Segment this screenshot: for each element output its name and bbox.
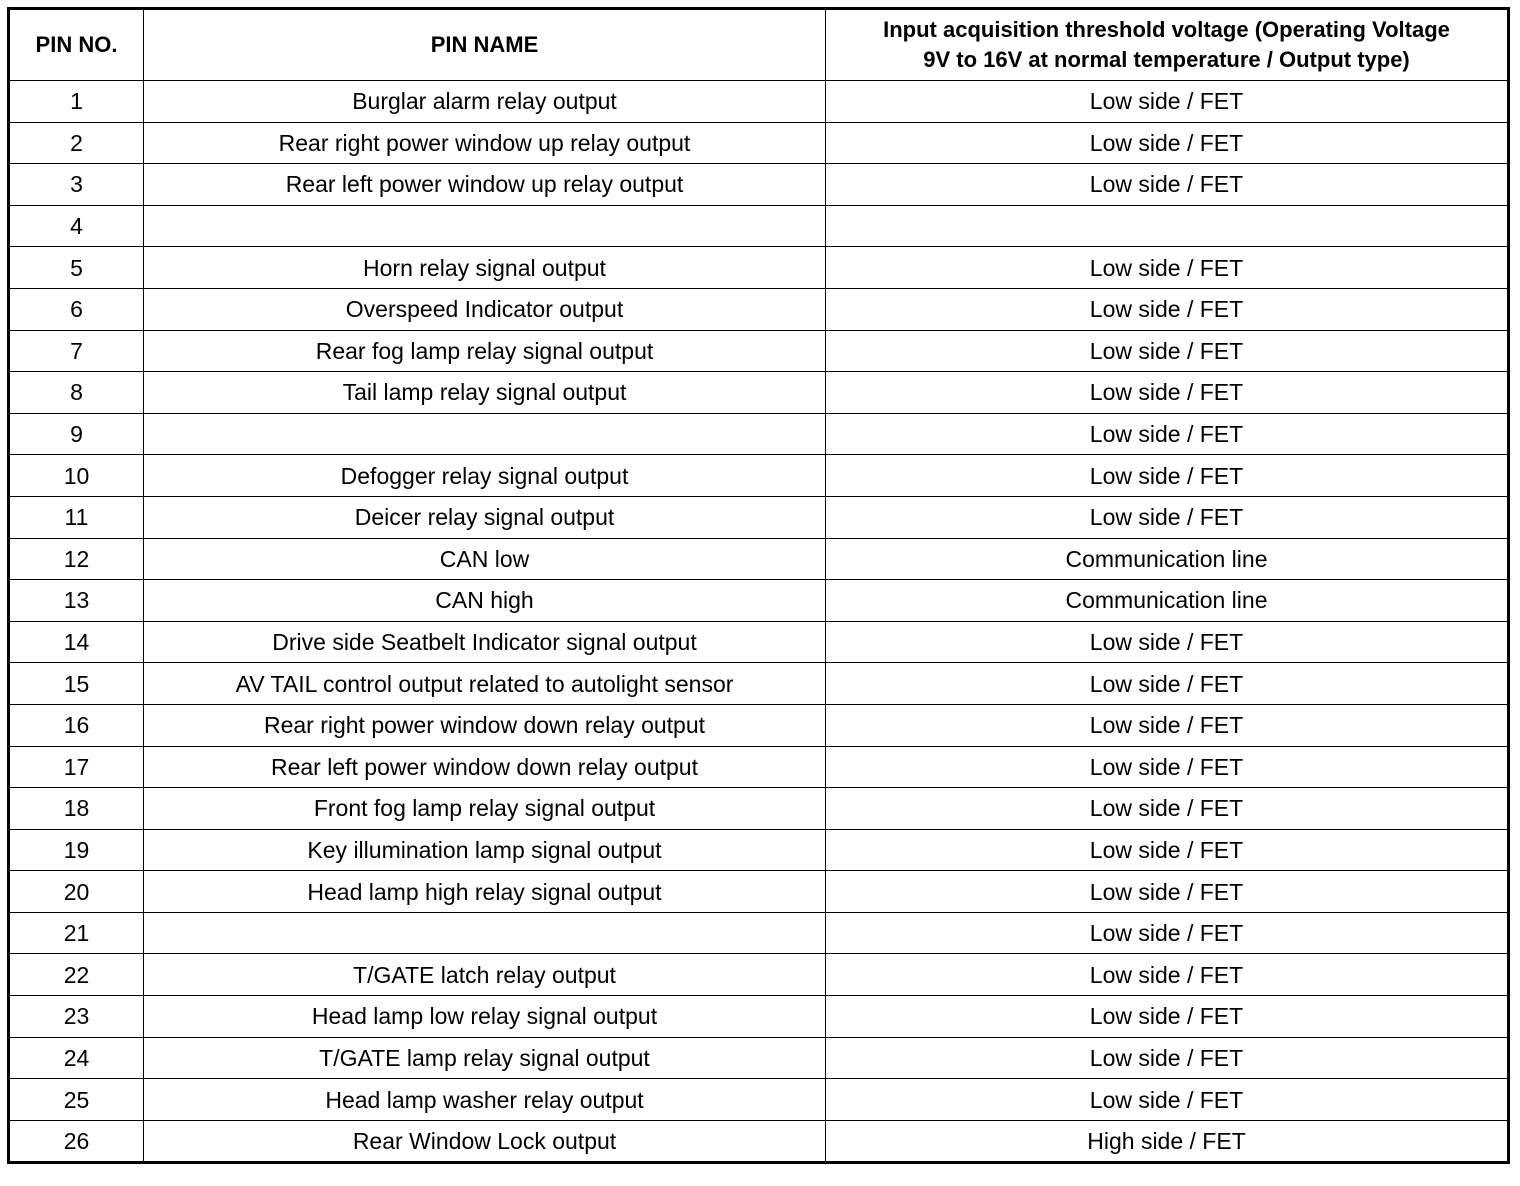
output-type-cell: Low side / FET — [826, 496, 1509, 538]
pin-name-cell: CAN high — [144, 580, 826, 622]
output-type-cell: Low side / FET — [826, 288, 1509, 330]
pin-number-cell: 12 — [9, 538, 144, 580]
pin-name-cell: Rear left power window up relay output — [144, 164, 826, 206]
pin-number-cell: 5 — [9, 247, 144, 289]
pin-name-cell: Head lamp low relay signal output — [144, 996, 826, 1038]
table-row — [9, 954, 1509, 996]
pin-name-cell: Overspeed Indicator output — [144, 288, 826, 330]
pin-number-cell: 4 — [9, 205, 144, 247]
pin-number-cell: 19 — [9, 829, 144, 871]
pin-number-cell: 10 — [9, 455, 144, 497]
pin-name-cell: Rear right power window up relay output — [144, 122, 826, 164]
table-row — [9, 704, 1509, 746]
pin-number-cell: 18 — [9, 788, 144, 830]
output-type-cell: Communication line — [826, 580, 1509, 622]
pin-number-cell: 11 — [9, 496, 144, 538]
pin-number-cell: 2 — [9, 122, 144, 164]
pin-number-cell: 21 — [9, 912, 144, 954]
table-row — [9, 496, 1509, 538]
pin-number-cell: 1 — [9, 81, 144, 123]
pin-number-cell: 15 — [9, 663, 144, 705]
output-type-cell: Low side / FET — [826, 954, 1509, 996]
table-row — [9, 1037, 1509, 1079]
table-row — [9, 746, 1509, 788]
output-type-cell: Low side / FET — [826, 330, 1509, 372]
pin-no-header: PIN NO. — [9, 9, 144, 81]
pin-name-cell: Key illumination lamp signal output — [144, 829, 826, 871]
threshold-header-line-1: Input acquisition threshold voltage (Operating Voltage — [883, 17, 1450, 42]
pin-name-cell: Rear right power window down relay output — [144, 704, 826, 746]
pin-name-cell: Defogger relay signal output — [144, 455, 826, 497]
table-row — [9, 663, 1509, 705]
pin-number-cell: 6 — [9, 288, 144, 330]
pin-name-cell — [144, 413, 826, 455]
output-type-cell: Low side / FET — [826, 1037, 1509, 1079]
table-row — [9, 205, 1509, 247]
pin-rows — [9, 81, 1509, 1163]
pin-table — [7, 7, 1510, 1164]
table-row — [9, 413, 1509, 455]
table-row — [9, 1120, 1509, 1163]
pin-name-cell: Horn relay signal output — [144, 247, 826, 289]
table-row — [9, 871, 1509, 913]
table-row — [9, 580, 1509, 622]
output-type-cell: Low side / FET — [826, 621, 1509, 663]
pin-number-cell: 17 — [9, 746, 144, 788]
table-row — [9, 621, 1509, 663]
pin-name-cell — [144, 912, 826, 954]
pin-number-cell: 14 — [9, 621, 144, 663]
table-row — [9, 288, 1509, 330]
pin-name-cell: Tail lamp relay signal output — [144, 372, 826, 414]
output-type-cell: Low side / FET — [826, 996, 1509, 1038]
pin-name-cell: Rear fog lamp relay signal output — [144, 330, 826, 372]
table-row — [9, 372, 1509, 414]
output-type-cell: Low side / FET — [826, 829, 1509, 871]
table-row — [9, 247, 1509, 289]
pin-number-cell: 3 — [9, 164, 144, 206]
pin-number-cell: 20 — [9, 871, 144, 913]
output-type-cell: Low side / FET — [826, 413, 1509, 455]
output-type-cell: Low side / FET — [826, 704, 1509, 746]
output-type-cell: Low side / FET — [826, 164, 1509, 206]
pin-name-cell: Front fog lamp relay signal output — [144, 788, 826, 830]
table-row — [9, 164, 1509, 206]
pin-number-cell: 8 — [9, 372, 144, 414]
output-type-cell: High side / FET — [826, 1120, 1509, 1163]
table-row — [9, 912, 1509, 954]
pin-name-cell: Burglar alarm relay output — [144, 81, 826, 123]
table-row — [9, 455, 1509, 497]
output-type-cell: Low side / FET — [826, 122, 1509, 164]
pin-name-cell: Head lamp washer relay output — [144, 1079, 826, 1121]
pin-name-cell: Rear left power window down relay output — [144, 746, 826, 788]
pin-name-cell: Head lamp high relay signal output — [144, 871, 826, 913]
pin-name-cell: Drive side Seatbelt Indicator signal output — [144, 621, 826, 663]
pin-number-cell: 13 — [9, 580, 144, 622]
pin-name-cell — [144, 205, 826, 247]
table-row — [9, 538, 1509, 580]
pin-name-cell: Deicer relay signal output — [144, 496, 826, 538]
table-row — [9, 122, 1509, 164]
table-row — [9, 829, 1509, 871]
pin-number-cell: 22 — [9, 954, 144, 996]
output-type-cell: Low side / FET — [826, 1079, 1509, 1121]
output-type-cell: Low side / FET — [826, 788, 1509, 830]
pin-number-cell: 7 — [9, 330, 144, 372]
table-row — [9, 1079, 1509, 1121]
pin-number-cell: 26 — [9, 1120, 144, 1163]
pin-name-header: PIN NAME — [144, 9, 826, 81]
output-type-cell: Communication line — [826, 538, 1509, 580]
pin-number-cell: 24 — [9, 1037, 144, 1079]
pin-name-cell: T/GATE lamp relay signal output — [144, 1037, 826, 1079]
table-row — [9, 330, 1509, 372]
output-type-cell: Low side / FET — [826, 372, 1509, 414]
output-type-cell: Low side / FET — [826, 912, 1509, 954]
threshold-voltage-header — [826, 9, 1509, 81]
header-row — [9, 9, 1509, 81]
pin-number-cell: 25 — [9, 1079, 144, 1121]
pin-number-cell: 16 — [9, 704, 144, 746]
pin-number-cell: 23 — [9, 996, 144, 1038]
output-type-cell: Low side / FET — [826, 663, 1509, 705]
table-row — [9, 996, 1509, 1038]
output-type-cell: Low side / FET — [826, 247, 1509, 289]
output-type-cell: Low side / FET — [826, 746, 1509, 788]
output-type-cell: Low side / FET — [826, 871, 1509, 913]
output-type-cell — [826, 205, 1509, 247]
pin-name-cell: AV TAIL control output related to autolight sensor — [144, 663, 826, 705]
table-row — [9, 788, 1509, 830]
output-type-cell: Low side / FET — [826, 455, 1509, 497]
threshold-header-line-2: 9V to 16V at normal temperature / Output type) — [923, 47, 1410, 72]
pin-name-cell: Rear Window Lock output — [144, 1120, 826, 1163]
pin-name-cell: CAN low — [144, 538, 826, 580]
pin-name-cell: T/GATE latch relay output — [144, 954, 826, 996]
output-type-cell: Low side / FET — [826, 81, 1509, 123]
pin-number-cell: 9 — [9, 413, 144, 455]
table-row — [9, 81, 1509, 123]
